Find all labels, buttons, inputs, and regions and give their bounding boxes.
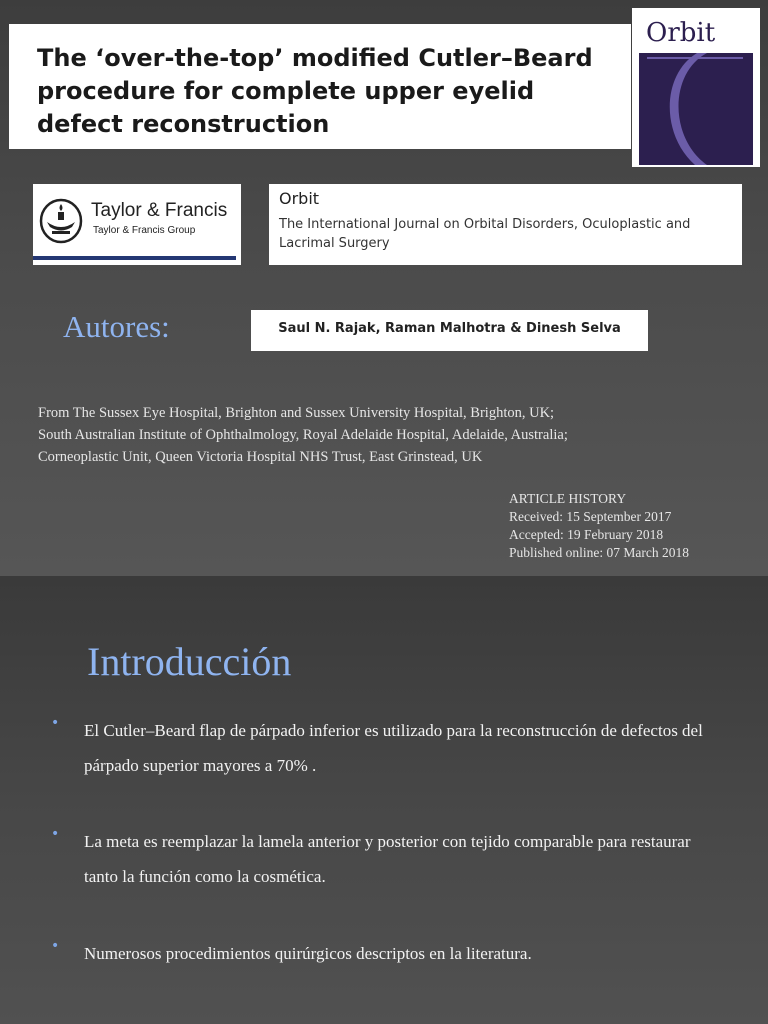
bullet-text: Numerosos procedimientos quirúrgicos descriptos en la literatura. <box>84 944 532 963</box>
bullet-text: El Cutler–Beard flap de párpado inferior es utilizado para la reconstrucción de defectos del párpado superior mayores a 70% . <box>84 721 703 775</box>
cover-subtitle-line <box>647 57 743 59</box>
bullet-text: La meta es reemplazar la lamela anterior y posterior con tejido comparable para restaurar tanto la función como la cosmética. <box>84 832 691 886</box>
history-accepted: Accepted: 19 February 2018 <box>509 527 664 542</box>
affiliation-line: South Australian Institute of Ophthalmology, Royal Adelaide Hospital, Adelaide, Australia; <box>38 427 568 443</box>
journal-description: The International Journal on Orbital Disorders, Oculoplastic and Lacrimal Surgery <box>279 217 691 251</box>
oil-lamp-icon <box>39 198 83 244</box>
bullet-dot-icon: • <box>51 826 60 842</box>
journal-info-box <box>269 184 742 265</box>
publisher-group: Taylor & Francis Group <box>93 225 196 236</box>
article-history <box>509 490 759 562</box>
title-box <box>9 24 631 149</box>
publisher-name: Taylor & Francis <box>91 200 228 221</box>
publisher-logo-box <box>33 184 241 265</box>
journal-name: Orbit <box>279 189 320 208</box>
article-title: The ‘over-the-top’ modified Cutler–Beard procedure for complete upper eyelid defect reconstruction <box>37 44 593 138</box>
authors-label: Autores: <box>63 309 170 344</box>
bullet-dot-icon: • <box>51 938 60 954</box>
publisher-underline <box>33 256 236 260</box>
affiliation-line: Corneoplastic Unit, Queen Victoria Hospital NHS Trust, East Grinstead, UK <box>38 449 483 465</box>
history-published: Published online: 07 March 2018 <box>509 545 689 560</box>
slide-introduction <box>0 576 768 1024</box>
history-received: Received: 15 September 2017 <box>509 509 672 524</box>
bullet-dot-icon: • <box>51 715 60 731</box>
section-title: Introducción <box>87 639 292 684</box>
authors-names: Saul N. Rajak, Raman Malhotra & Dinesh Selva <box>278 321 621 336</box>
affiliations <box>38 402 738 468</box>
cover-title: Orbit <box>646 18 716 48</box>
history-heading: ARTICLE HISTORY <box>509 491 627 506</box>
journal-cover <box>632 8 760 167</box>
cover-art <box>639 13 753 165</box>
affiliation-line: From The Sussex Eye Hospital, Brighton and Sussex University Hospital, Brighton, UK; <box>38 405 555 421</box>
authors-box <box>251 310 648 351</box>
